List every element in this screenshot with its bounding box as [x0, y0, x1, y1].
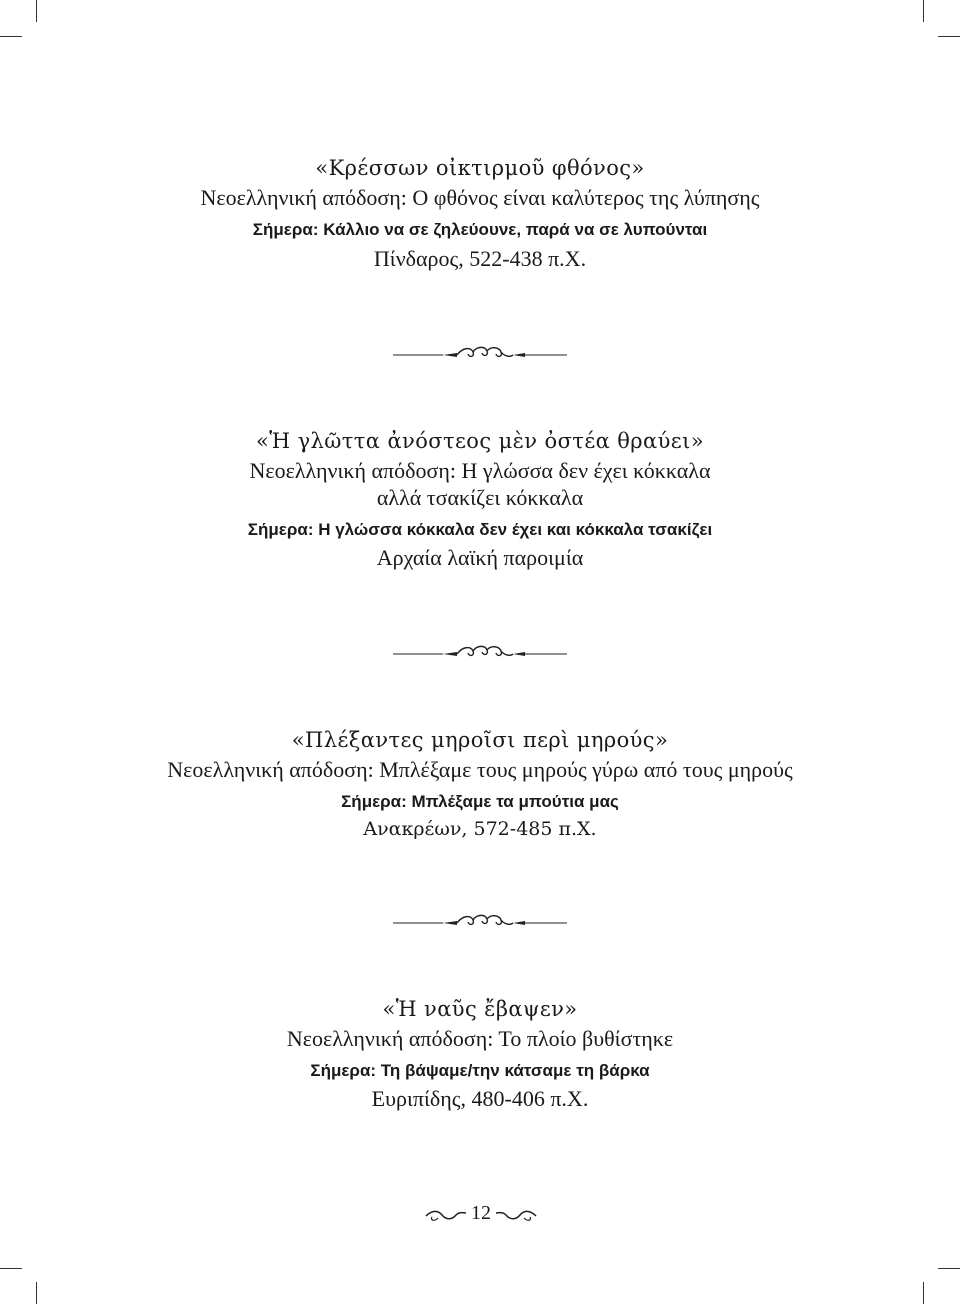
right-flourish-icon	[494, 1206, 538, 1224]
crop-mark-bottom-right-horizontal	[938, 1268, 960, 1269]
crop-mark-bottom-left-horizontal	[0, 1268, 22, 1269]
ornamental-divider	[393, 910, 567, 934]
page-footer	[380, 1200, 580, 1230]
crop-mark-top-left-vertical	[36, 0, 37, 22]
today-saying: Σήμερα: Τη βάψαμε/την κάτσαμε τη βάρκα	[310, 1061, 650, 1080]
modern-rendering-line-2: αλλά τσακίζει κόκκαλα	[376, 485, 584, 510]
author-attribution: Ευριπίδης, 480-406 π.Χ.	[371, 1086, 589, 1111]
ancient-quote: «Πλέξαντες μηροῖσι περὶ μηρούς»	[291, 728, 669, 752]
crop-mark-top-right-horizontal	[938, 36, 960, 37]
author-attribution: Ανακρέων, 572-485 π.Χ.	[363, 818, 597, 840]
ancient-quote: «Ἡ γλῶττα ἀνόστεος μὲν ὀστέα θραύει»	[256, 429, 704, 453]
ornamental-divider	[393, 342, 567, 366]
crop-mark-top-left-horizontal	[0, 36, 22, 37]
modern-rendering-line-1: Νεοελληνική απόδοση: Η γλώσσα δεν έχει κόκκαλα	[249, 458, 711, 483]
crop-mark-top-right-vertical	[923, 0, 924, 22]
today-saying: Σήμερα: Κάλλιο να σε ζηλεύουνε, παρά να σε λυπούνται	[252, 220, 708, 239]
modern-rendering: Νεοελληνική απόδοση: Μπλέξαμε τους μηρούς γύρω από τους μηρούς	[167, 757, 793, 782]
author-attribution: Αρχαία λαϊκή παροιμία	[376, 545, 584, 570]
modern-rendering: Νεοελληνική απόδοση: Το πλοίο βυθίστηκε	[286, 1026, 674, 1051]
ornamental-divider	[393, 641, 567, 665]
today-saying: Σήμερα: Μπλέξαμε τα μπούτια μας	[341, 792, 619, 811]
crop-mark-bottom-left-vertical	[36, 1282, 37, 1304]
ancient-quote: «Ἡ ναῦς ἔβαψεν»	[382, 997, 578, 1021]
ancient-quote: «Κρέσσων οἰκτιρμοῦ φθόνος»	[315, 156, 645, 180]
crop-mark-bottom-right-vertical	[923, 1282, 924, 1304]
left-flourish-icon	[424, 1206, 468, 1224]
today-saying: Σήμερα: Η γλώσσα κόκκαλα δεν έχει και κόκκαλα τσακίζει	[247, 520, 713, 539]
modern-rendering: Νεοελληνική απόδοση: Ο φθόνος είναι καλύτερος της λύπησης	[200, 185, 760, 210]
author-attribution: Πίνδαρος, 522-438 π.Χ.	[373, 246, 587, 271]
page-number: 12	[471, 1202, 491, 1224]
